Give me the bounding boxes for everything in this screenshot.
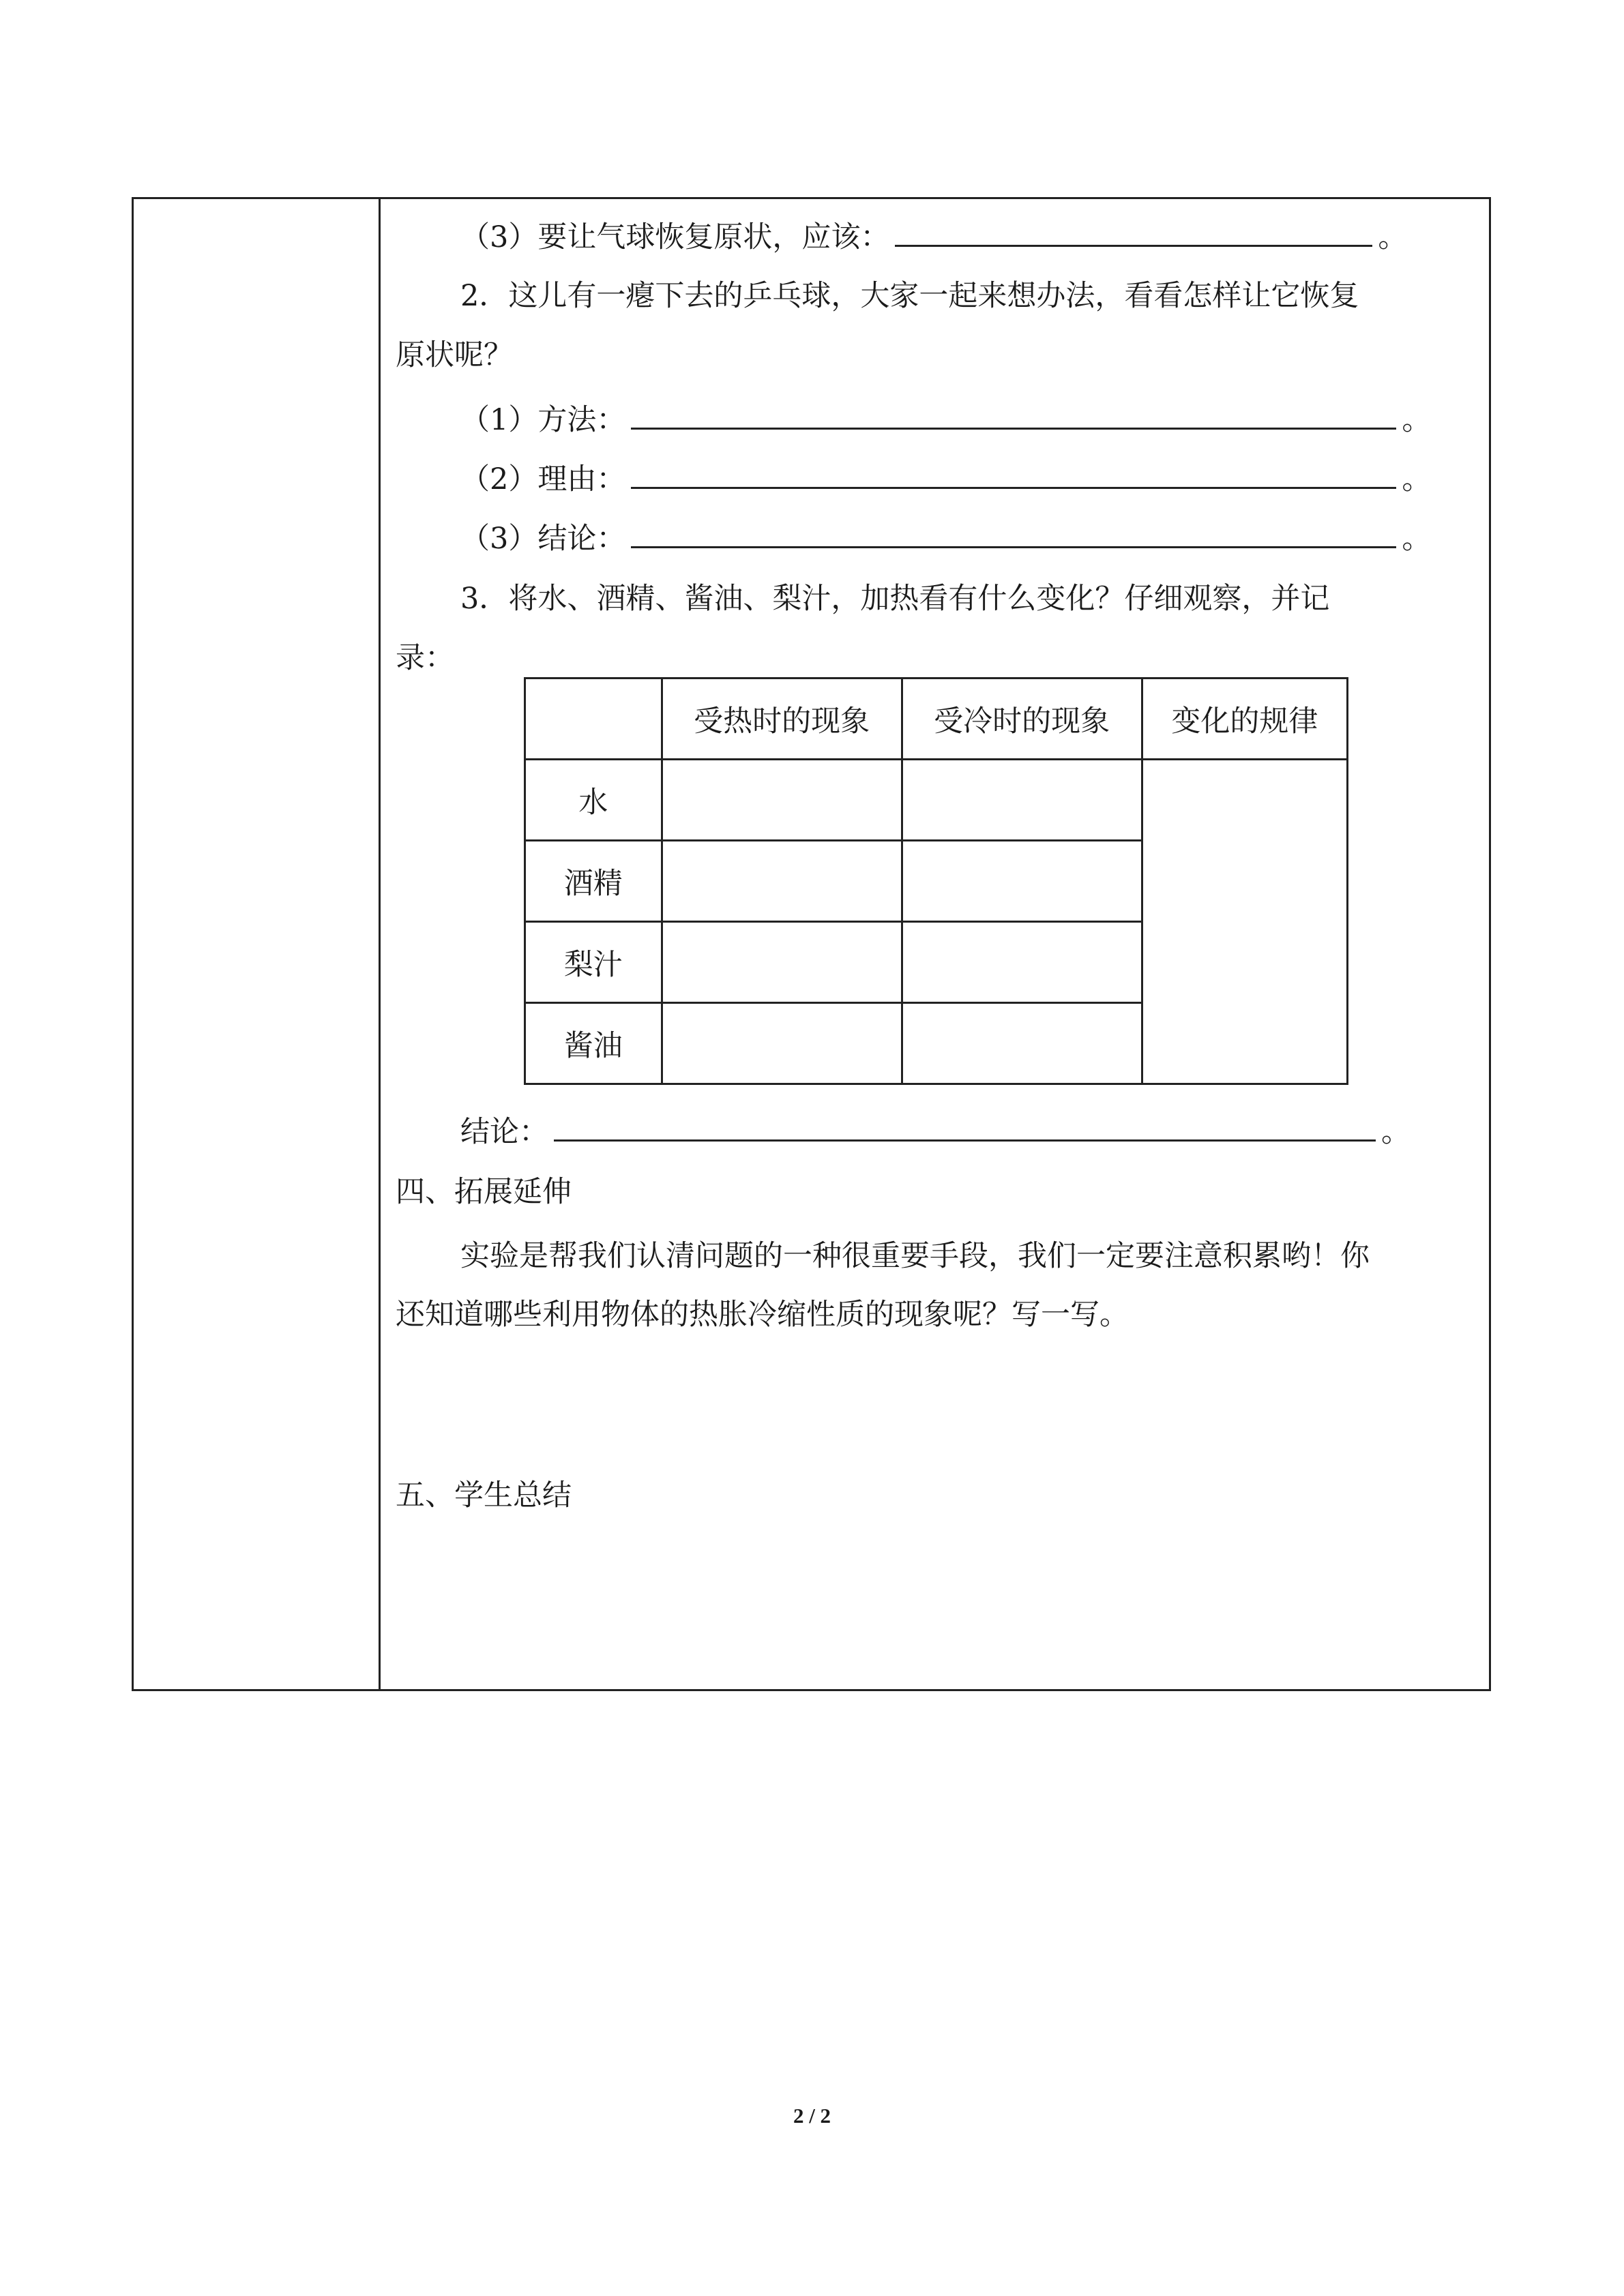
table-cell-heated[interactable]	[662, 760, 902, 841]
table-cell-pattern[interactable]	[1142, 760, 1347, 1084]
table-cell-cooled[interactable]	[902, 841, 1142, 922]
q3-line2: 录：	[396, 641, 454, 675]
table-row-label: 梨汁	[525, 922, 662, 1003]
record-table	[524, 677, 1348, 1085]
table-row-label: 酒精	[525, 841, 662, 922]
q2-conclusion-label: （3）结论：	[460, 522, 626, 556]
table-header-corner	[525, 679, 662, 760]
q2-line2: 原状呢？	[396, 338, 513, 372]
q2-conclusion-blank[interactable]	[631, 519, 1396, 548]
q2-reason-blank[interactable]	[631, 460, 1396, 489]
table-header-row	[525, 679, 1348, 760]
q2-method-line	[460, 400, 1431, 441]
table-cell-heated[interactable]	[662, 1003, 902, 1084]
section4-title: 四、拓展延伸	[396, 1175, 572, 1209]
section4-line1: 实验是帮我们认清问题的一种很重要手段，我们一定要注意积累哟！你	[460, 1239, 1370, 1273]
q2-method-blank[interactable]	[631, 400, 1396, 430]
section5-title: 五、学生总结	[396, 1478, 572, 1512]
table-conclusion-line	[460, 1112, 1411, 1152]
table-cell-cooled[interactable]	[902, 922, 1142, 1003]
q1-3-answer-blank[interactable]	[895, 218, 1372, 247]
table-row-label: 水	[525, 760, 662, 841]
q3-line1: 3．将水、酒精、酱油、梨汁，加热看有什么变化？仔细观察，并记	[460, 582, 1330, 616]
table-header-heated: 受热时的现象	[662, 679, 902, 760]
table-conclusion-label: 结论：	[460, 1115, 548, 1149]
column-divider	[379, 197, 381, 1691]
q2-reason-label: （2）理由：	[460, 462, 626, 496]
table-cell-cooled[interactable]	[902, 1003, 1142, 1084]
section4-line2: 还知道哪些利用物体的热胀冷缩性质的现象呢？写一写。	[396, 1298, 1129, 1332]
table-conclusion-end: 。	[1381, 1115, 1411, 1149]
q2-method-label: （1）方法：	[460, 403, 626, 437]
table-row-label: 酱油	[525, 1003, 662, 1084]
q1-3-line	[460, 217, 1407, 258]
q2-reason-end: 。	[1402, 462, 1432, 496]
table-header-cooled: 受冷时的现象	[902, 679, 1142, 760]
q2-conclusion-line	[460, 518, 1431, 559]
table-conclusion-blank[interactable]	[554, 1112, 1376, 1142]
table-cell-cooled[interactable]	[902, 760, 1142, 841]
q1-3-end: 。	[1378, 220, 1408, 254]
page-number: 2 / 2	[793, 2104, 831, 2128]
q2-reason-line	[460, 459, 1431, 500]
table-row	[525, 760, 1348, 841]
table-header-pattern: 变化的规律	[1142, 679, 1347, 760]
q2-conclusion-end: 。	[1402, 522, 1432, 556]
q2-method-end: 。	[1402, 403, 1432, 437]
table-cell-heated[interactable]	[662, 841, 902, 922]
table-cell-heated[interactable]	[662, 922, 902, 1003]
q1-3-label: （3）要让气球恢复原状，应该：	[460, 220, 890, 254]
q2-line1: 2．这儿有一瘪下去的乒乓球，大家一起来想办法，看看怎样让它恢复	[460, 279, 1359, 313]
